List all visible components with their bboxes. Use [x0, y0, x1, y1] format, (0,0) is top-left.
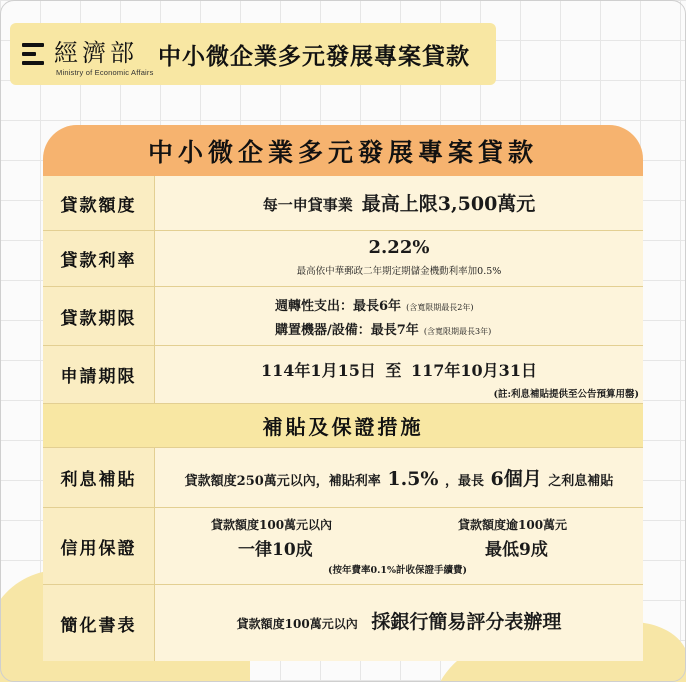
- row-label: 信用保證: [43, 508, 155, 584]
- subsidy-tail: 之利息補貼: [548, 474, 614, 489]
- section-title: 補貼及保證措施: [262, 415, 424, 439]
- term-line-2: 購置機器/設備：最長7年: [275, 323, 419, 338]
- row-simplified-forms: [43, 585, 643, 661]
- row-label: 簡化書表: [43, 585, 155, 661]
- row-loan-term: [43, 287, 643, 346]
- row-apply-period: [43, 346, 643, 404]
- simplified-condition: 貸款額度100萬元以內: [236, 617, 358, 631]
- apply-end-date: 117年10月31日: [411, 361, 537, 380]
- term-line-2-note: (含寬限期最長3年): [423, 327, 492, 336]
- row-label: 貸款期限: [43, 287, 155, 345]
- amount-value: 最高上限3,500萬元: [361, 193, 536, 215]
- header-title: 中小微企業多元發展專案貸款: [158, 43, 470, 70]
- card-title-bar: [43, 125, 643, 176]
- apply-to: 至: [385, 361, 402, 380]
- logo-name: 經濟部: [54, 39, 138, 67]
- subsidy-mid: ，最長: [444, 474, 484, 489]
- row-credit-guarantee: [43, 508, 643, 585]
- row-label: 利息補貼: [43, 448, 155, 507]
- simplified-value: 採銀行簡易評分表辦理: [371, 611, 562, 633]
- row-label: 貸款利率: [43, 231, 155, 286]
- subsidy-rate: 1.5%: [387, 468, 439, 490]
- loan-info-card: [43, 125, 643, 661]
- section-bar: [43, 404, 643, 448]
- apply-start-date: 114年1月15日: [261, 361, 376, 380]
- row-label: 申請期限: [43, 346, 155, 403]
- guarantee-right-value: 最低9成: [485, 540, 548, 560]
- term-line-1: 週轉性支出：最長6年: [275, 299, 402, 314]
- guarantee-left-condition: 貸款額度100萬元以內: [211, 518, 333, 532]
- moea-logo-icon: [22, 43, 44, 65]
- subsidy-lead: 貸款額度250萬元以內，補貼利率: [184, 474, 381, 489]
- header-banner: [10, 23, 496, 85]
- apply-note: (註:利息補貼提供至公告預算用罄): [493, 389, 639, 400]
- term-line-1-note: (含寬限期最長2年): [406, 303, 474, 312]
- rate-note: 最高依中華郵政二年期定期儲金機動利率加0.5%: [296, 266, 502, 277]
- guarantee-note: (按年費率0.1%計收保證手續費): [328, 565, 468, 576]
- amount-lead: 每一申貸事業: [262, 196, 353, 214]
- row-interest-subsidy: [43, 448, 643, 508]
- subsidy-months: 6個月: [490, 468, 542, 490]
- logo-subtitle: Ministry of Economic Affairs: [56, 68, 154, 77]
- guarantee-right-condition: 貸款額度逾100萬元: [458, 518, 568, 532]
- rate-value: 2.22%: [368, 237, 430, 258]
- row-loan-rate: [43, 231, 643, 287]
- row-label: 貸款額度: [43, 176, 155, 230]
- row-loan-amount: [43, 176, 643, 231]
- card-title: 中小微企業多元發展專案貸款: [147, 137, 538, 167]
- guarantee-left-value: 一律10成: [238, 540, 313, 560]
